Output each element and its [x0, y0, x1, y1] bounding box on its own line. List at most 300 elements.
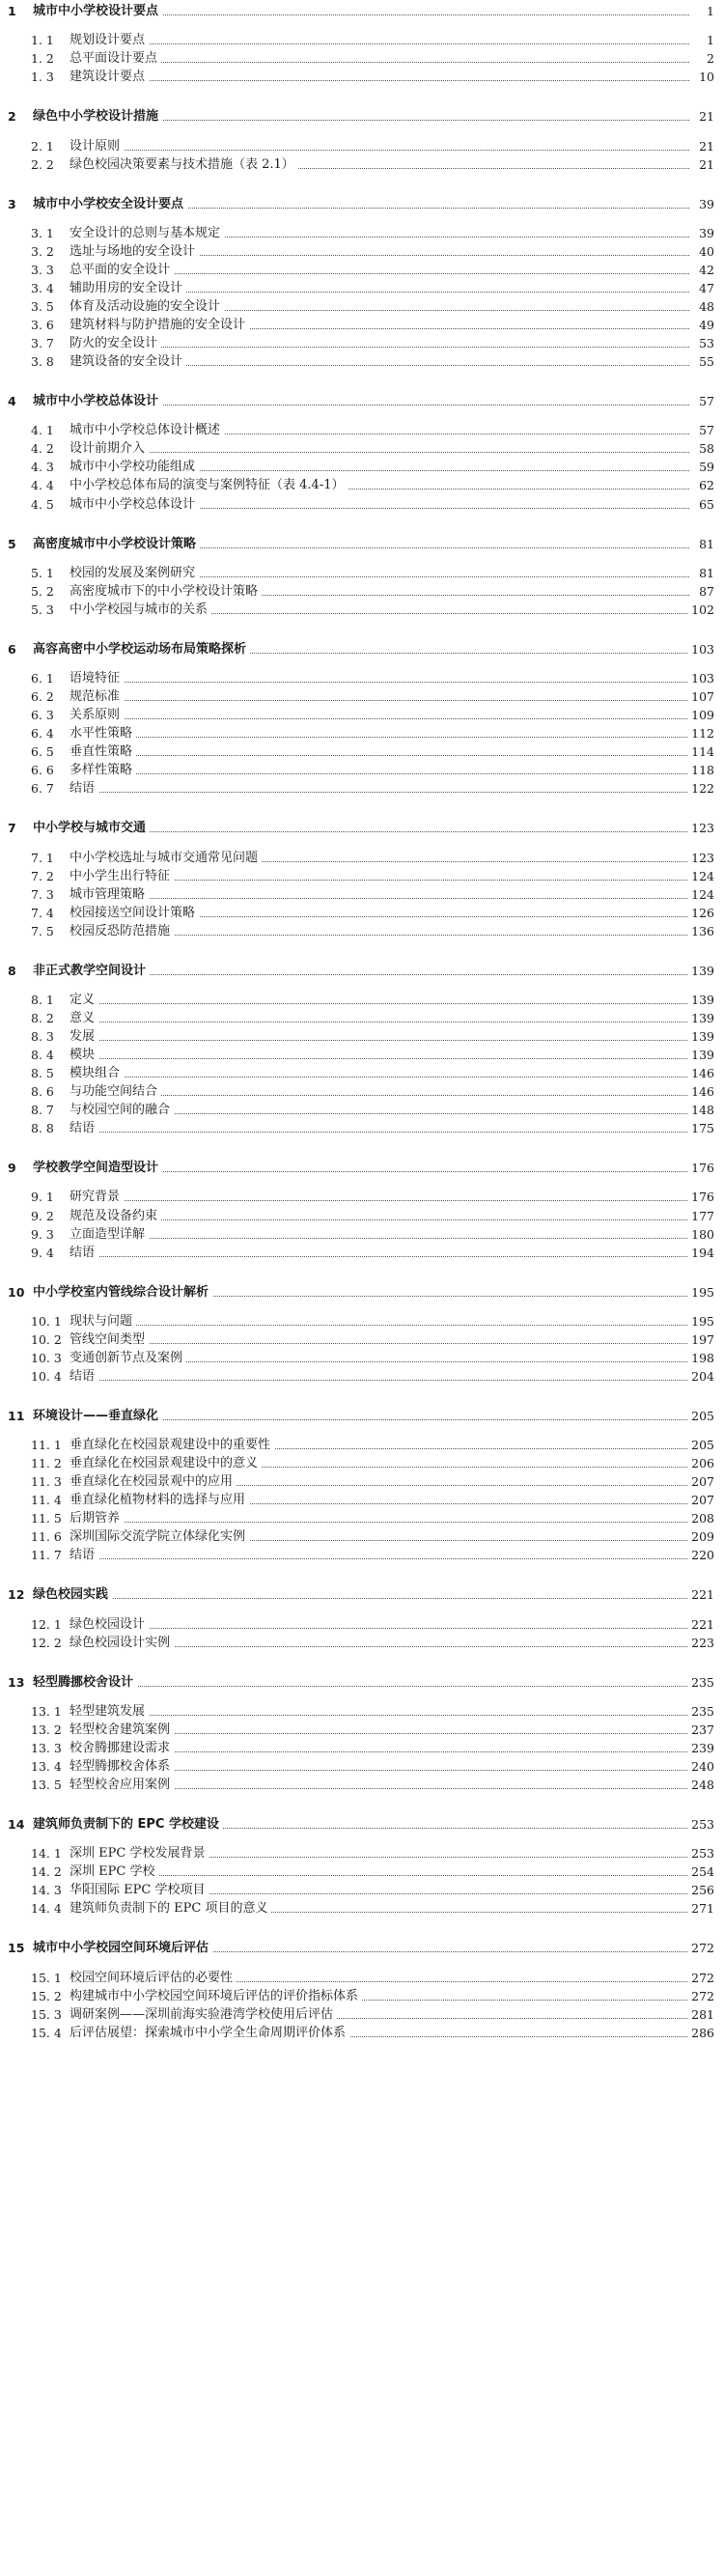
section-number: 13. 2 — [31, 1722, 62, 1737]
section-number: 6. 2 — [31, 689, 54, 705]
section-page-number: 58 — [695, 439, 714, 459]
chapter-number: 14 — [8, 1817, 25, 1833]
section-entry-row[interactable] — [0, 1454, 724, 1473]
section-entry-row[interactable] — [0, 885, 724, 905]
section-number: 9. 1 — [31, 1190, 54, 1205]
chapter-title: 学校教学空间造型设计 — [33, 1159, 162, 1178]
section-title: 垂直性策略 — [70, 742, 136, 762]
section-page-number: 176 — [687, 1188, 714, 1207]
section-number: 6. 6 — [31, 763, 54, 778]
section-number: 11. 3 — [31, 1474, 62, 1490]
section-entry-row[interactable] — [0, 761, 724, 780]
section-entry-row[interactable] — [0, 1119, 724, 1138]
section-entry-row[interactable] — [0, 1721, 724, 1740]
section-page-number: 235 — [687, 1702, 714, 1722]
section-entry-row[interactable] — [0, 1046, 724, 1065]
section-page-number: 114 — [687, 742, 714, 762]
section-number: 3. 1 — [31, 225, 54, 240]
section-page-number: 177 — [687, 1207, 714, 1226]
section-number: 3. 2 — [31, 243, 54, 259]
chapter-heading-row[interactable] — [0, 535, 724, 554]
section-page-number: 198 — [687, 1349, 714, 1368]
section-number: 11. 7 — [31, 1548, 62, 1563]
section-page-number: 10 — [695, 68, 714, 87]
section-page-number: 139 — [687, 1046, 714, 1065]
section-title: 校舍腾挪建设需求 — [70, 1739, 174, 1758]
section-entry-row[interactable] — [0, 316, 724, 335]
chapter-heading-row[interactable] — [0, 1939, 724, 1958]
section-entry-row[interactable] — [0, 439, 724, 459]
section-entry-row[interactable] — [0, 904, 724, 923]
section-entry-row[interactable] — [0, 1082, 724, 1102]
section-title: 城市中小学校功能组成 — [70, 458, 199, 477]
section-entry-row[interactable] — [0, 1546, 724, 1565]
section-number: 2. 1 — [31, 138, 54, 154]
chapter-number: 2 — [8, 109, 16, 125]
section-number: 6. 1 — [31, 671, 54, 686]
section-title: 与校园空间的融合 — [70, 1101, 174, 1120]
section-page-number: 209 — [687, 1527, 714, 1547]
section-number: 5. 1 — [31, 565, 54, 580]
section-page-number: 87 — [695, 582, 714, 602]
chapter-page-number: 103 — [687, 640, 714, 659]
section-page-number: 112 — [687, 724, 714, 743]
section-entry-row[interactable] — [0, 1739, 724, 1758]
section-entry-row[interactable] — [0, 1634, 724, 1653]
section-page-number: 206 — [687, 1454, 714, 1473]
section-title: 深圳 EPC 学校发展背景 — [70, 1844, 209, 1863]
section-title: 体育及活动设施的安全设计 — [70, 297, 224, 317]
section-entry-row[interactable] — [0, 261, 724, 280]
section-title: 轻型腾挪校舍体系 — [70, 1757, 174, 1777]
section-title: 建筑设计要点 — [70, 68, 149, 87]
section-title: 构建城市中小学校园空间环境后评估的评价指标体系 — [70, 1987, 362, 2006]
section-title: 结语 — [70, 1244, 98, 1263]
section-title: 垂直绿化在校园景观建设中的重要性 — [70, 1436, 274, 1455]
section-number: 13. 4 — [31, 1759, 62, 1775]
section-title: 城市中小学校总体设计概述 — [70, 421, 224, 440]
chapter-title: 高容高密中小学校运动场布局策略探析 — [33, 640, 250, 659]
chapter-heading-row[interactable] — [0, 819, 724, 838]
section-number: 11. 6 — [31, 1529, 62, 1545]
section-entry-row[interactable] — [0, 2005, 724, 2025]
section-page-number: 208 — [687, 1509, 714, 1528]
section-title: 轻型校舍建筑案例 — [70, 1721, 174, 1740]
chapter-heading-row[interactable] — [0, 1159, 724, 1178]
section-title: 中小学校总体布局的演变与案例特征（表 4.4-1） — [70, 476, 348, 495]
section-page-number: 53 — [695, 334, 714, 353]
section-page-number: 248 — [687, 1776, 714, 1795]
section-number: 7. 4 — [31, 905, 54, 920]
section-title: 中小学校选址与城市交通常见问题 — [70, 849, 262, 868]
section-title: 后期管养 — [70, 1509, 124, 1528]
section-page-number: 59 — [695, 458, 714, 477]
section-entry-row[interactable] — [0, 68, 724, 87]
section-number: 14. 1 — [31, 1846, 62, 1862]
chapter-heading-row[interactable] — [0, 1815, 724, 1834]
section-title: 深圳 EPC 学校 — [70, 1862, 158, 1882]
section-title: 校园的发展及案例研究 — [70, 564, 199, 583]
dot-leader — [77, 1040, 689, 1041]
chapter-page-number: 39 — [695, 195, 714, 214]
section-title: 模块 — [70, 1046, 98, 1065]
section-entry-row[interactable] — [0, 1969, 724, 1988]
section-entry-row[interactable] — [0, 1027, 724, 1047]
section-page-number: 195 — [687, 1312, 714, 1331]
chapter-number: 10 — [8, 1284, 25, 1300]
section-title: 模块组合 — [70, 1064, 124, 1083]
section-title: 总平面设计要点 — [70, 49, 161, 69]
section-title: 安全设计的总则与基本规定 — [70, 224, 224, 243]
section-entry-row[interactable] — [0, 1862, 724, 1882]
section-entry-row[interactable] — [0, 1312, 724, 1331]
section-entry-row[interactable] — [0, 1367, 724, 1386]
dot-leader — [77, 1256, 689, 1257]
section-entry-row[interactable] — [0, 1702, 724, 1722]
section-title: 建筑师负责制下的 EPC 项目的意义 — [70, 1899, 271, 1918]
chapter-number: 1 — [8, 4, 16, 18]
section-number: 1. 1 — [31, 33, 54, 48]
section-number: 4. 4 — [31, 478, 54, 493]
section-title: 高密度城市下的中小学校设计策略 — [70, 582, 262, 602]
dot-leader — [77, 773, 689, 774]
section-entry-row[interactable] — [0, 1844, 724, 1863]
section-entry-row[interactable] — [0, 1009, 724, 1028]
section-entry-row[interactable] — [0, 922, 724, 941]
section-entry-row[interactable] — [0, 1101, 724, 1120]
section-entry-row[interactable] — [0, 2024, 724, 2043]
section-title: 设计原则 — [70, 137, 124, 156]
section-entry-row[interactable] — [0, 495, 724, 515]
section-entry-row[interactable] — [0, 1881, 724, 1900]
section-number: 10. 1 — [31, 1313, 62, 1329]
section-page-number: 281 — [687, 2005, 714, 2025]
section-entry-row[interactable] — [0, 297, 724, 317]
chapter-number: 5 — [8, 536, 16, 551]
section-title: 定义 — [70, 991, 98, 1010]
section-title: 与功能空间结合 — [70, 1082, 161, 1102]
chapter-number: 9 — [8, 1161, 16, 1176]
section-number: 11. 5 — [31, 1511, 62, 1526]
section-page-number: 148 — [687, 1101, 714, 1120]
section-title: 意义 — [70, 1009, 98, 1028]
section-title: 校园空间环境后评估的必要性 — [70, 1969, 237, 1988]
section-number: 10. 2 — [31, 1331, 62, 1347]
section-entry-row[interactable] — [0, 724, 724, 743]
section-number: 12. 2 — [31, 1635, 62, 1650]
section-page-number: 57 — [695, 421, 714, 440]
section-page-number: 109 — [687, 706, 714, 725]
section-title: 中小学校园与城市的关系 — [70, 601, 211, 620]
section-title: 规范及设备约束 — [70, 1207, 161, 1226]
chapter-number: 11 — [8, 1408, 25, 1423]
section-page-number: 207 — [687, 1472, 714, 1492]
section-title: 多样性策略 — [70, 761, 136, 780]
section-entry-row[interactable] — [0, 1244, 724, 1263]
section-page-number: 124 — [687, 867, 714, 886]
section-number: 6. 4 — [31, 726, 54, 742]
chapter-number: 3 — [8, 196, 16, 211]
chapter-page-number: 221 — [687, 1585, 714, 1605]
section-page-number: 194 — [687, 1244, 714, 1263]
section-entry-row[interactable] — [0, 1509, 724, 1528]
section-number: 13. 3 — [31, 1741, 62, 1755]
section-page-number: 55 — [695, 352, 714, 372]
section-entry-row[interactable] — [0, 867, 724, 886]
section-page-number: 240 — [687, 1757, 714, 1777]
section-title: 中小学生出行特征 — [70, 867, 174, 886]
section-page-number: 239 — [687, 1739, 714, 1758]
dot-leader — [77, 718, 689, 719]
section-page-number: 49 — [695, 316, 714, 335]
section-number: 9. 4 — [31, 1245, 54, 1260]
chapter-heading-row[interactable] — [0, 195, 724, 214]
section-page-number: 62 — [695, 476, 714, 495]
section-entry-row[interactable] — [0, 1064, 724, 1083]
section-page-number: 221 — [687, 1615, 714, 1635]
section-page-number: 271 — [687, 1899, 714, 1918]
section-title: 结语 — [70, 1546, 98, 1565]
section-page-number: 81 — [695, 564, 714, 583]
section-entry-row[interactable] — [0, 1188, 724, 1207]
chapter-page-number: 1 — [703, 2, 714, 21]
chapter-heading-row[interactable] — [0, 1407, 724, 1426]
section-number: 14. 4 — [31, 1901, 62, 1917]
chapter-title: 城市中小学校设计要点 — [33, 2, 162, 21]
dot-leader — [77, 1058, 689, 1059]
section-page-number: 146 — [687, 1064, 714, 1083]
section-page-number: 2 — [703, 49, 714, 69]
section-number: 7. 1 — [31, 850, 54, 865]
section-title: 规范标准 — [70, 687, 124, 707]
section-entry-row[interactable] — [0, 1349, 724, 1368]
dot-leader — [77, 1522, 689, 1523]
dot-leader — [77, 1325, 689, 1326]
section-title: 建筑材料与防护措施的安全设计 — [70, 316, 249, 335]
section-page-number: 39 — [695, 224, 714, 243]
section-entry-row[interactable] — [0, 1527, 724, 1547]
section-entry-row[interactable] — [0, 564, 724, 583]
dot-leader — [77, 1715, 689, 1716]
section-number: 7. 2 — [31, 868, 54, 883]
section-entry-row[interactable] — [0, 706, 724, 725]
chapter-heading-row[interactable] — [0, 107, 724, 126]
chapter-heading-row[interactable] — [0, 1283, 724, 1302]
section-page-number: 286 — [687, 2024, 714, 2043]
section-number: 5. 3 — [31, 602, 54, 617]
chapter-page-number: 235 — [687, 1673, 714, 1693]
section-title: 后评估展望：探索城市中小学全生命周期评价体系 — [70, 2024, 349, 2043]
section-entry-row[interactable] — [0, 1987, 724, 2006]
chapter-page-number: 272 — [687, 1939, 714, 1958]
dot-leader — [77, 43, 689, 44]
section-page-number: 103 — [687, 669, 714, 688]
section-page-number: 107 — [687, 687, 714, 707]
chapter-page-number: 139 — [687, 962, 714, 981]
section-page-number: 237 — [687, 1721, 714, 1740]
section-title: 垂直绿化植物材料的选择与应用 — [70, 1491, 249, 1510]
section-number: 9. 2 — [31, 1208, 54, 1223]
dot-leader — [77, 1219, 689, 1220]
chapter-number: 4 — [8, 394, 16, 409]
section-number: 8. 4 — [31, 1048, 54, 1063]
section-entry-row[interactable] — [0, 1330, 724, 1350]
chapter-heading-row[interactable] — [0, 640, 724, 659]
section-entry-row[interactable] — [0, 742, 724, 762]
section-entry-row[interactable] — [0, 1225, 724, 1245]
section-entry-row[interactable] — [0, 279, 724, 298]
dot-leader — [77, 1200, 689, 1201]
section-entry-row[interactable] — [0, 991, 724, 1010]
dot-leader — [77, 898, 689, 899]
section-number: 6. 5 — [31, 744, 54, 760]
dot-leader — [77, 150, 689, 151]
section-number: 4. 5 — [31, 496, 54, 512]
section-entry-row[interactable] — [0, 1491, 724, 1510]
section-entry-row[interactable] — [0, 779, 724, 798]
section-number: 15. 1 — [31, 1970, 62, 1985]
section-title: 管线空间类型 — [70, 1330, 149, 1350]
chapter-heading-row[interactable] — [0, 1673, 724, 1693]
section-entry-row[interactable] — [0, 224, 724, 243]
section-page-number: 136 — [687, 922, 714, 941]
section-number: 8. 6 — [31, 1084, 54, 1100]
section-number: 8. 8 — [31, 1121, 54, 1136]
dot-leader — [77, 792, 689, 793]
section-entry-row[interactable] — [0, 242, 724, 262]
section-entry-row[interactable] — [0, 601, 724, 620]
section-entry-row[interactable] — [0, 137, 724, 156]
chapter-page-number: 123 — [687, 819, 714, 838]
dot-leader — [77, 1875, 689, 1876]
section-entry-row[interactable] — [0, 687, 724, 707]
section-page-number: 256 — [687, 1881, 714, 1900]
section-page-number: 220 — [687, 1546, 714, 1565]
section-title: 关系原则 — [70, 706, 124, 725]
section-number: 4. 3 — [31, 460, 54, 475]
section-entry-row[interactable] — [0, 334, 724, 353]
section-number: 13. 5 — [31, 1778, 62, 1793]
section-entry-row[interactable] — [0, 1757, 724, 1777]
chapter-heading-row[interactable] — [0, 2, 724, 21]
section-entry-row[interactable] — [0, 458, 724, 477]
section-title: 水平性策略 — [70, 724, 136, 743]
section-entry-row[interactable] — [0, 1207, 724, 1226]
section-number: 8. 1 — [31, 992, 54, 1007]
chapter-title: 非正式教学空间设计 — [33, 962, 150, 981]
section-number: 7. 5 — [31, 923, 54, 938]
section-title: 选址与场地的安全设计 — [70, 242, 199, 262]
chapter-page-number: 176 — [687, 1159, 714, 1178]
section-entry-row[interactable] — [0, 49, 724, 69]
section-page-number: 204 — [687, 1367, 714, 1386]
dot-leader — [77, 737, 689, 738]
section-title: 深圳国际交流学院立体绿化实例 — [70, 1527, 249, 1547]
section-entry-row[interactable] — [0, 1615, 724, 1635]
chapter-title: 绿色校园实践 — [33, 1585, 112, 1605]
chapter-heading-row[interactable] — [0, 962, 724, 981]
dot-leader — [77, 1095, 689, 1096]
section-title: 现状与问题 — [70, 1312, 136, 1331]
section-title: 调研案例——深圳前海实验港湾学校使用后评估 — [70, 2005, 337, 2025]
section-title: 建筑设备的安全设计 — [70, 352, 186, 372]
section-number: 5. 2 — [31, 583, 54, 599]
chapter-title: 城市中小学校总体设计 — [33, 392, 162, 411]
chapter-number: 7 — [8, 821, 16, 836]
chapter-number: 15 — [8, 1941, 25, 1956]
section-title: 轻型校舍应用案例 — [70, 1776, 174, 1795]
section-title: 设计前期介入 — [70, 439, 149, 459]
section-number: 3. 4 — [31, 280, 54, 295]
chapter-heading-row[interactable] — [0, 1585, 724, 1605]
section-entry-row[interactable] — [0, 849, 724, 868]
section-entry-row[interactable] — [0, 155, 724, 175]
section-entry-row[interactable] — [0, 31, 724, 50]
chapter-heading-row[interactable] — [0, 392, 724, 411]
section-page-number: 253 — [687, 1844, 714, 1863]
section-entry-row[interactable] — [0, 1472, 724, 1492]
section-entry-row[interactable] — [0, 669, 724, 688]
chapter-title: 绿色中小学校设计措施 — [33, 107, 162, 126]
section-entry-row[interactable] — [0, 421, 724, 440]
section-page-number: 124 — [687, 885, 714, 905]
section-entry-row[interactable] — [0, 1899, 724, 1918]
section-entry-row[interactable] — [0, 352, 724, 372]
section-entry-row[interactable] — [0, 582, 724, 602]
chapter-number: 8 — [8, 963, 16, 978]
chapter-number: 13 — [8, 1674, 25, 1690]
section-page-number: 102 — [687, 601, 714, 620]
section-number: 4. 2 — [31, 441, 54, 457]
section-page-number: 65 — [695, 495, 714, 515]
section-page-number: 48 — [695, 297, 714, 317]
section-page-number: 42 — [695, 261, 714, 280]
section-number: 1. 2 — [31, 51, 54, 67]
section-page-number: 272 — [687, 1969, 714, 1988]
dot-leader — [77, 80, 689, 81]
section-title: 研究背景 — [70, 1188, 124, 1207]
chapter-title: 城市中小学校安全设计要点 — [33, 195, 187, 214]
section-title: 华阳国际 EPC 学校项目 — [70, 1881, 209, 1900]
section-title: 绿色校园决策要素与技术措施（表 2.1） — [70, 155, 298, 175]
section-number: 14. 2 — [31, 1864, 62, 1880]
dot-leader — [77, 62, 689, 63]
chapter-page-number: 21 — [695, 107, 714, 126]
section-page-number: 197 — [687, 1330, 714, 1350]
section-number: 15. 3 — [31, 2006, 62, 2022]
chapter-number: 12 — [8, 1587, 25, 1603]
chapter-title: 建筑师负责制下的 EPC 学校建设 — [33, 1815, 223, 1834]
section-title: 垂直绿化在校园景观中的应用 — [70, 1472, 237, 1492]
section-title: 绿色校园设计实例 — [70, 1634, 174, 1653]
section-entry-row[interactable] — [0, 1436, 724, 1455]
section-title: 发展 — [70, 1027, 98, 1047]
section-title: 立面造型详解 — [70, 1225, 149, 1245]
section-entry-row[interactable] — [0, 476, 724, 495]
section-number: 3. 6 — [31, 318, 54, 332]
dot-leader — [77, 700, 689, 701]
section-page-number: 146 — [687, 1082, 714, 1102]
section-page-number: 1 — [703, 31, 714, 50]
chapter-title: 中小学校室内管线综合设计解析 — [33, 1283, 212, 1302]
section-title: 防火的安全设计 — [70, 334, 161, 353]
section-page-number: 175 — [687, 1119, 714, 1138]
section-entry-row[interactable] — [0, 1776, 724, 1795]
section-title: 轻型建筑发展 — [70, 1702, 149, 1722]
section-number: 11. 1 — [31, 1438, 62, 1453]
dot-leader — [77, 755, 689, 756]
section-page-number: 254 — [687, 1862, 714, 1882]
